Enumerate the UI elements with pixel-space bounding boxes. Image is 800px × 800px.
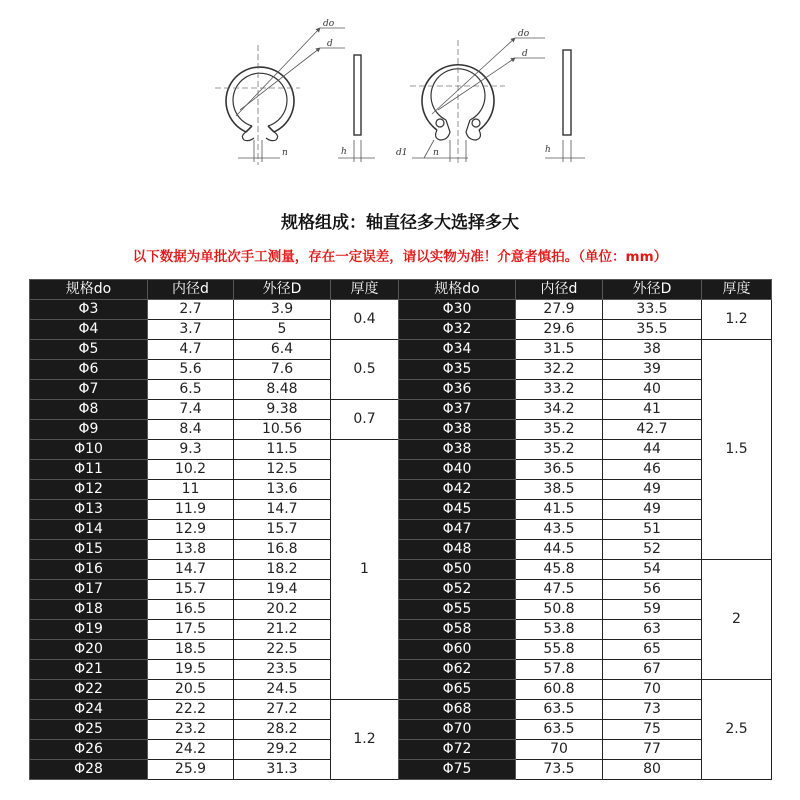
inner-diameter-cell: 43.5: [516, 520, 603, 540]
inner-diameter-cell: 41.5: [516, 500, 603, 520]
outer-diameter-cell: 80: [603, 760, 702, 780]
outer-diameter-cell: 13.6: [234, 480, 331, 500]
thickness-cell: 0.7: [331, 400, 399, 440]
inner-diameter-cell: 17.5: [148, 620, 234, 640]
spec-cell: Φ16: [30, 560, 148, 580]
inner-diameter-cell: 38.5: [516, 480, 603, 500]
spec-cell: Φ62: [399, 660, 516, 680]
inner-diameter-cell: 19.5: [148, 660, 234, 680]
inner-diameter-cell: 44.5: [516, 540, 603, 560]
inner-diameter-cell: 60.8: [516, 680, 603, 700]
header-inner-diameter: 内径d: [516, 280, 603, 300]
spec-cell: Φ38: [399, 420, 516, 440]
spec-cell: Φ13: [30, 500, 148, 520]
outer-diameter-cell: 15.7: [234, 520, 331, 540]
outer-diameter-cell: 19.4: [234, 580, 331, 600]
outer-diameter-cell: 3.9: [234, 300, 331, 320]
spec-cell: Φ4: [30, 320, 148, 340]
header-outer-diameter: 外径D: [234, 280, 331, 300]
outer-diameter-cell: 67: [603, 660, 702, 680]
outer-diameter-cell: 8.48: [234, 380, 331, 400]
spec-cell: Φ72: [399, 740, 516, 760]
inner-diameter-cell: 22.2: [148, 700, 234, 720]
inner-diameter-cell: 15.7: [148, 580, 234, 600]
thickness-cell: 2.5: [702, 680, 772, 780]
spec-cell: Φ52: [399, 580, 516, 600]
spec-table-right: [398, 279, 772, 780]
outer-diameter-cell: 70: [603, 680, 702, 700]
thickness-cell: 1.2: [331, 700, 399, 780]
label-right-d1: d1: [396, 148, 408, 158]
spec-cell: Φ3: [30, 300, 148, 320]
table-row: [399, 300, 772, 320]
outer-diameter-cell: 63: [603, 620, 702, 640]
inner-diameter-cell: 45.8: [516, 560, 603, 580]
circlip-left-front-view: [215, 28, 345, 165]
inner-diameter-cell: 27.9: [516, 300, 603, 320]
inner-diameter-cell: 50.8: [516, 600, 603, 620]
inner-diameter-cell: 3.7: [148, 320, 234, 340]
spec-cell: Φ21: [30, 660, 148, 680]
header-inner-diameter: 内径d: [148, 280, 234, 300]
inner-diameter-cell: 33.2: [516, 380, 603, 400]
thickness-cell: 2: [702, 560, 772, 680]
inner-diameter-cell: 5.6: [148, 360, 234, 380]
outer-diameter-cell: 49: [603, 500, 702, 520]
inner-diameter-cell: 55.8: [516, 640, 603, 660]
outer-diameter-cell: 5: [234, 320, 331, 340]
inner-diameter-cell: 35.2: [516, 420, 603, 440]
spec-cell: Φ22: [30, 680, 148, 700]
spec-cell: Φ65: [399, 680, 516, 700]
inner-diameter-cell: 24.2: [148, 740, 234, 760]
header-outer-diameter: 外径D: [603, 280, 702, 300]
spec-cell: Φ34: [399, 340, 516, 360]
inner-diameter-cell: 4.7: [148, 340, 234, 360]
label-right-n: n: [433, 148, 439, 158]
spec-cell: Φ28: [30, 760, 148, 780]
thickness-cell: 1.5: [702, 340, 772, 560]
spec-cell: Φ6: [30, 360, 148, 380]
outer-diameter-cell: 27.2: [234, 700, 331, 720]
spec-cell: Φ75: [399, 760, 516, 780]
outer-diameter-cell: 33.5: [603, 300, 702, 320]
spec-cell: Φ45: [399, 500, 516, 520]
label-right-do: do: [518, 29, 530, 39]
header-thickness: 厚度: [331, 280, 399, 300]
table-row: [30, 440, 399, 460]
outer-diameter-cell: 9.38: [234, 400, 331, 420]
inner-diameter-cell: 11.9: [148, 500, 234, 520]
outer-diameter-cell: 44: [603, 440, 702, 460]
table-row: [399, 680, 772, 700]
label-left-h: h: [341, 147, 347, 157]
inner-diameter-cell: 10.2: [148, 460, 234, 480]
spec-cell: Φ17: [30, 580, 148, 600]
circlip-drawings: [0, 0, 800, 190]
spec-cell: Φ24: [30, 700, 148, 720]
outer-diameter-cell: 49: [603, 480, 702, 500]
outer-diameter-cell: 46: [603, 460, 702, 480]
inner-diameter-cell: 73.5: [516, 760, 603, 780]
thickness-cell: 0.5: [331, 340, 399, 400]
inner-diameter-cell: 63.5: [516, 700, 603, 720]
inner-diameter-cell: 57.8: [516, 660, 603, 680]
outer-diameter-cell: 59: [603, 600, 702, 620]
outer-diameter-cell: 11.5: [234, 440, 331, 460]
measurement-notice: 以下数据为单批次手工测量，存在一定误差，请以实物为准！介意者慎拍。（单位：mm）: [132, 249, 668, 265]
outer-diameter-cell: 12.5: [234, 460, 331, 480]
inner-diameter-cell: 13.8: [148, 540, 234, 560]
table-header-row: [30, 280, 399, 300]
outer-diameter-cell: 77: [603, 740, 702, 760]
header-spec: 规格do: [399, 280, 516, 300]
label-left-d: d: [327, 39, 333, 49]
spec-cell: Φ35: [399, 360, 516, 380]
spec-cell: Φ60: [399, 640, 516, 660]
outer-diameter-cell: 38: [603, 340, 702, 360]
circlip-right-side-view: [545, 50, 585, 162]
outer-diameter-cell: 22.5: [234, 640, 331, 660]
spec-cell: Φ70: [399, 720, 516, 740]
spec-cell: Φ5: [30, 340, 148, 360]
spec-cell: Φ18: [30, 600, 148, 620]
spec-cell: Φ38: [399, 440, 516, 460]
outer-diameter-cell: 75: [603, 720, 702, 740]
outer-diameter-cell: 42.7: [603, 420, 702, 440]
inner-diameter-cell: 18.5: [148, 640, 234, 660]
spec-cell: Φ42: [399, 480, 516, 500]
outer-diameter-cell: 24.5: [234, 680, 331, 700]
outer-diameter-cell: 65: [603, 640, 702, 660]
inner-diameter-cell: 6.5: [148, 380, 234, 400]
outer-diameter-cell: 18.2: [234, 560, 331, 580]
spec-cell: Φ37: [399, 400, 516, 420]
spec-cell: Φ58: [399, 620, 516, 640]
outer-diameter-cell: 52: [603, 540, 702, 560]
spec-cell: Φ20: [30, 640, 148, 660]
inner-diameter-cell: 31.5: [516, 340, 603, 360]
inner-diameter-cell: 20.5: [148, 680, 234, 700]
outer-diameter-cell: 29.2: [234, 740, 331, 760]
spec-cell: Φ50: [399, 560, 516, 580]
outer-diameter-cell: 56: [603, 580, 702, 600]
outer-diameter-cell: 41: [603, 400, 702, 420]
inner-diameter-cell: 53.8: [516, 620, 603, 640]
inner-diameter-cell: 2.7: [148, 300, 234, 320]
spec-cell: Φ10: [30, 440, 148, 460]
inner-diameter-cell: 36.5: [516, 460, 603, 480]
outer-diameter-cell: 40: [603, 380, 702, 400]
outer-diameter-cell: 35.5: [603, 320, 702, 340]
spec-cell: Φ14: [30, 520, 148, 540]
inner-diameter-cell: 12.9: [148, 520, 234, 540]
outer-diameter-cell: 28.2: [234, 720, 331, 740]
outer-diameter-cell: 51: [603, 520, 702, 540]
spec-cell: Φ19: [30, 620, 148, 640]
header-spec: 规格do: [30, 280, 148, 300]
spec-cell: Φ11: [30, 460, 148, 480]
spec-cell: Φ30: [399, 300, 516, 320]
header-thickness: 厚度: [702, 280, 772, 300]
thickness-cell: 1.2: [702, 300, 772, 340]
spec-cell: Φ15: [30, 540, 148, 560]
table-header-row: [399, 280, 772, 300]
table-row: [30, 340, 399, 360]
spec-cell: Φ12: [30, 480, 148, 500]
inner-diameter-cell: 32.2: [516, 360, 603, 380]
table-row: [30, 700, 399, 720]
spec-cell: Φ8: [30, 400, 148, 420]
inner-diameter-cell: 34.2: [516, 400, 603, 420]
table-row: [399, 560, 772, 580]
table-row: [30, 300, 399, 320]
spec-cell: Φ47: [399, 520, 516, 540]
label-left-n: n: [282, 148, 288, 158]
inner-diameter-cell: 29.6: [516, 320, 603, 340]
spec-cell: Φ9: [30, 420, 148, 440]
outer-diameter-cell: 10.56: [234, 420, 331, 440]
outer-diameter-cell: 6.4: [234, 340, 331, 360]
label-left-do: do: [323, 19, 335, 29]
spec-cell: Φ55: [399, 600, 516, 620]
thickness-cell: 0.4: [331, 300, 399, 340]
table-row: [399, 340, 772, 360]
spec-cell: Φ36: [399, 380, 516, 400]
inner-diameter-cell: 35.2: [516, 440, 603, 460]
inner-diameter-cell: 11: [148, 480, 234, 500]
spec-cell: Φ7: [30, 380, 148, 400]
label-right-h: h: [545, 145, 551, 155]
inner-diameter-cell: 14.7: [148, 560, 234, 580]
spec-cell: Φ40: [399, 460, 516, 480]
outer-diameter-cell: 14.7: [234, 500, 331, 520]
inner-diameter-cell: 25.9: [148, 760, 234, 780]
outer-diameter-cell: 73: [603, 700, 702, 720]
outer-diameter-cell: 23.5: [234, 660, 331, 680]
thickness-cell: 1: [331, 440, 399, 700]
inner-diameter-cell: 7.4: [148, 400, 234, 420]
inner-diameter-cell: 9.3: [148, 440, 234, 460]
outer-diameter-cell: 31.3: [234, 760, 331, 780]
spec-cell: Φ68: [399, 700, 516, 720]
label-right-d: d: [522, 49, 528, 59]
inner-diameter-cell: 8.4: [148, 420, 234, 440]
outer-diameter-cell: 7.6: [234, 360, 331, 380]
outer-diameter-cell: 20.2: [234, 600, 331, 620]
outer-diameter-cell: 54: [603, 560, 702, 580]
spec-title: 规格组成：轴直径多大选择多大: [281, 213, 519, 233]
inner-diameter-cell: 16.5: [148, 600, 234, 620]
spec-cell: Φ25: [30, 720, 148, 740]
outer-diameter-cell: 39: [603, 360, 702, 380]
outer-diameter-cell: 16.8: [234, 540, 331, 560]
spec-cell: Φ26: [30, 740, 148, 760]
inner-diameter-cell: 70: [516, 740, 603, 760]
spec-cell: Φ48: [399, 540, 516, 560]
spec-cell: Φ32: [399, 320, 516, 340]
inner-diameter-cell: 47.5: [516, 580, 603, 600]
inner-diameter-cell: 23.2: [148, 720, 234, 740]
outer-diameter-cell: 21.2: [234, 620, 331, 640]
circlip-left-side-view: [338, 55, 375, 162]
spec-table-left: [29, 279, 399, 780]
table-row: [30, 400, 399, 420]
inner-diameter-cell: 63.5: [516, 720, 603, 740]
